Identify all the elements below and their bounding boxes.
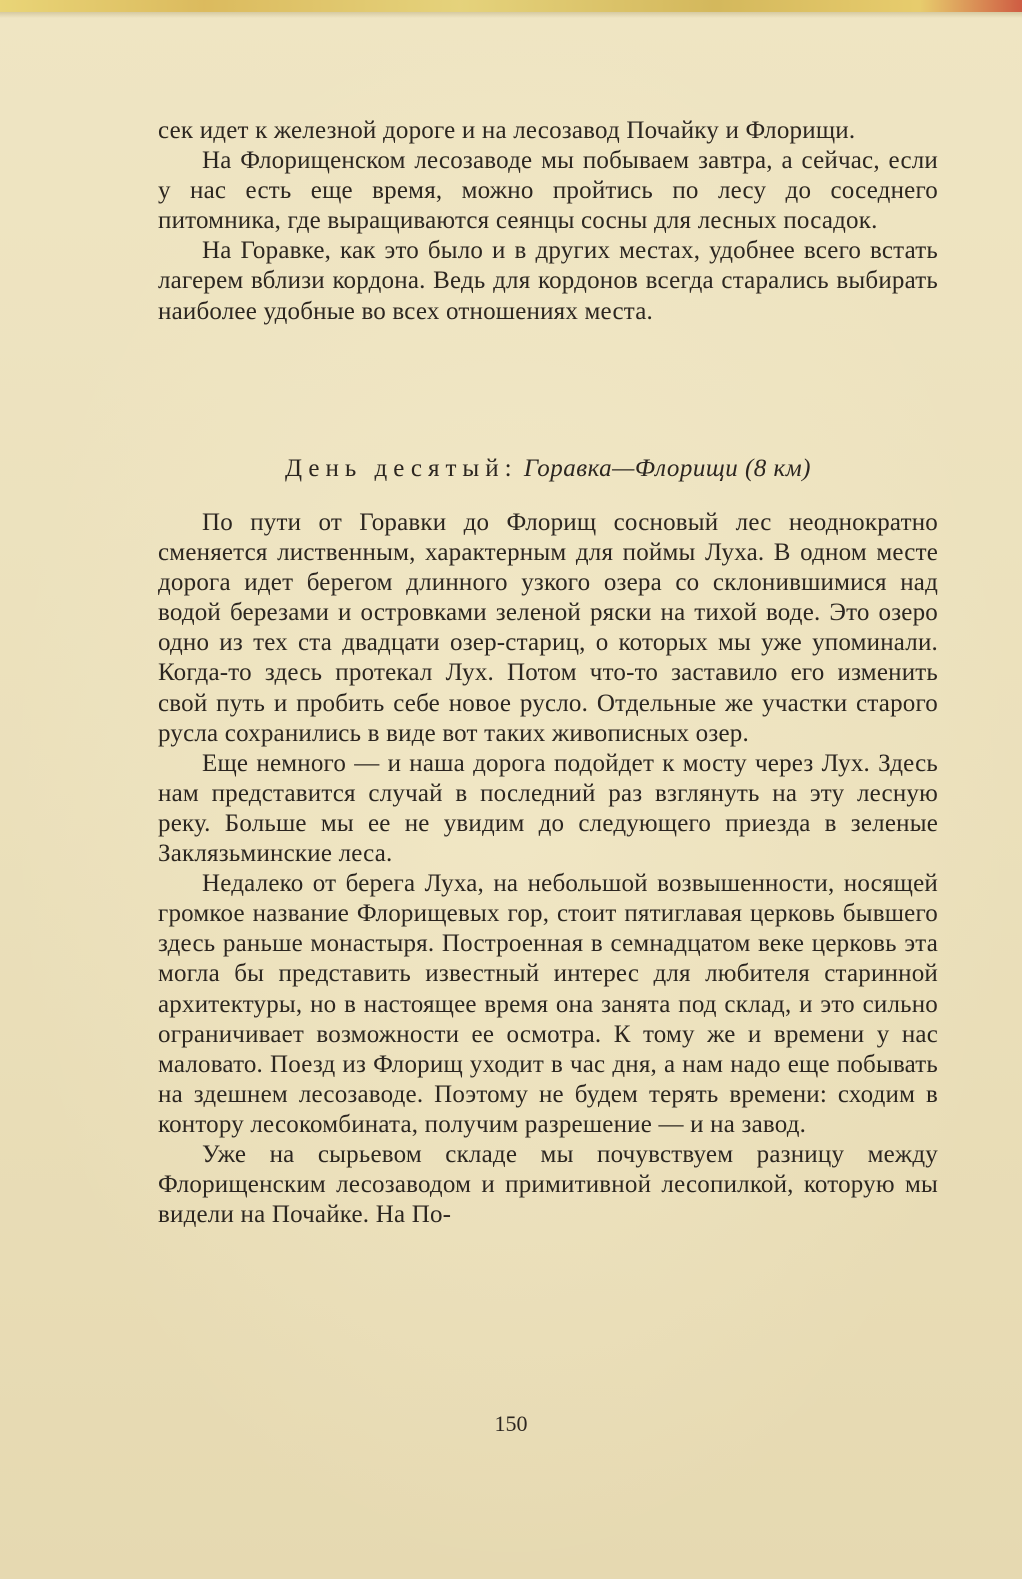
main-text-block	[158, 508, 938, 1230]
top-text-block	[158, 116, 938, 327]
page-edge-shadow	[0, 12, 1022, 18]
paragraph-sawmill: Уже на сырьевом складе мы почувствуем разницу между Флорищенским лесозаводом и примитивной лесопилкой, которую мы видели на Почайке. На По-	[158, 1140, 938, 1229]
adjacent-page-edge	[0, 0, 1022, 12]
heading-day-label: День десятый:	[284, 455, 518, 482]
paragraph-church: Недалеко от берега Луха, на небольшой возвышенности, носящей громкое название Флорищевых гор, стоит пятиглавая церковь бывшего здесь раньше монастыря. Построенная в семнадцатом веке церковь эта могла бы представить известный интерес для любителя старинной архитектуры, но в настоящее время она занята под склад, и это сильно ограничивает возможности ее осмотра. К тому же и времени у нас маловато. Поезд из Флорищ уходит в час дня, а нам надо еще побывать на здешнем лесозаводе. Поэтому не будем терять времени: сходим в контору лесокомбината, получим разрешение — и на завод.	[158, 870, 938, 1138]
page-number: 150	[494, 1411, 528, 1436]
paragraph-nursery: На Флорищенском лесозаводе мы побываем завтра, а сейчас, если у нас есть еще время, можно пройтись по лесу до соседнего питомника, где выращиваются сеянцы сосны для лесных посадок.	[158, 147, 938, 235]
paragraph-oxbow-lake: По пути от Горавки до Флорищ сосновый лес неоднократно сменяется лиственным, характерным для поймы Луха. В одном месте дорога идет берегом длинного узкого озера со склонившимися над водой березами и островками зеленой ряски на тихой воде. Это озеро одно из тех ста двадцати озер-стариц, о которых мы уже упоминали. Когда-то здесь протекал Лух. Потом что-то заставило его изменить свой путь и пробить себе новое русло. Отдельные же участки старого русла сохранились в виде вот таких живописных озер.	[158, 509, 938, 747]
heading-route: Горавка—Флорищи (8 км)	[523, 455, 811, 482]
section-heading	[158, 453, 938, 485]
paragraph-bridge: Еще немного — и наша дорога подойдет к мосту через Лух. Здесь нам представится случай в последний раз взглянуть на эту лесную реку. Больше мы ее не увидим до следующего приезда в зеленые Заклязьминские леса.	[158, 749, 938, 868]
paragraph-continuation: сек идет к железной дороге и на лесозавод Почайку и Флорищи.	[158, 117, 856, 144]
paragraph-camp: На Горавке, как это было и в других местах, удобнее всего встать лагерем вблизи кордона. Ведь для кордонов всегда старались выбирать наиболее удобные во всех отношениях места.	[158, 237, 938, 325]
